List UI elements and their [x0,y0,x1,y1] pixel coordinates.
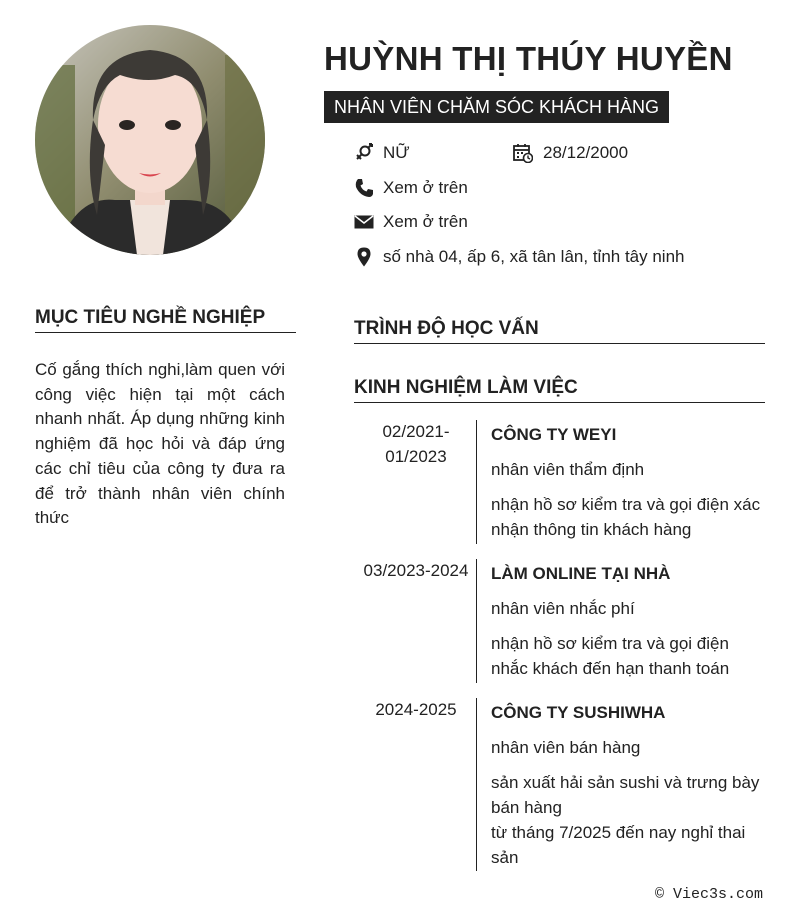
birthdate-row [513,143,628,163]
experience-date-start: 2024-2025 [375,700,457,719]
email-row [354,212,468,232]
timeline-divider [476,559,477,683]
experience-description: từ tháng 7/2025 đến nay nghỉ thai sản [491,823,746,867]
experience-item [491,700,766,870]
gender-value: NỮ [383,143,410,162]
gender-row [354,143,410,163]
envelope-icon [354,212,374,232]
experience-date [366,419,466,469]
experience-position: nhân viên bán hàng [491,738,641,757]
job-title-badge: NHÂN VIÊN CHĂM SÓC KHÁCH HÀNG [324,91,669,123]
calendar-icon [513,143,533,163]
experience-description: nhận hồ sơ kiểm tra và gọi điện xác nhận thông tin khách hàng [491,495,761,539]
experience-date [366,697,466,722]
experience-item [491,422,766,542]
experience-position: nhân viên nhắc phí [491,599,635,618]
profile-photo [35,25,265,255]
address-value: số nhà 04, ấp 6, xã tân lân, tỉnh tây ninh [383,247,685,266]
phone-value: Xem ở trên [383,178,468,197]
footer-watermark: © Viec3s.com [654,886,763,903]
experience-date-start: 03/2023-2024 [363,561,469,580]
timeline-divider [476,420,477,544]
experience-date [356,558,476,583]
phone-row [354,178,468,198]
experience-company: LÀM ONLINE TẠI NHÀ [491,564,671,583]
birthdate-value: 28/12/2000 [543,143,629,162]
experience-description: sản xuất hải sản sushi và trưng bày bán hàng [491,773,760,817]
timeline-divider [476,698,477,871]
education-section-title: TRÌNH ĐỘ HỌC VẤN [354,318,765,344]
experience-company: CÔNG TY WEYI [491,425,617,444]
gender-icon [354,143,374,163]
experience-description: nhận hồ sơ kiểm tra và gọi điện nhắc khách đến hạn thanh toán [491,634,730,678]
map-marker-icon [354,247,374,267]
candidate-name: HUỲNH THỊ THÚY HUYỀN [324,40,733,77]
experience-date-end: 01/2023 [385,447,447,466]
objective-text: Cố gắng thích nghi,làm quen với công việc hiện tại một cách nhanh nhất. Áp dụng những kinh nghiệm đã học hỏi và đáp ứng các chỉ tiêu của công ty đưa ra để trở thành nhân viên chính thức [35,360,285,528]
experience-item [491,561,741,681]
experience-position: nhân viên thẩm định [491,460,645,479]
experience-section-title: KINH NGHIỆM LÀM VIỆC [354,377,765,403]
phone-icon [354,178,374,198]
email-value: Xem ở trên [383,212,468,231]
address-row [354,247,685,267]
objective-section-title: MỤC TIÊU NGHỀ NGHIỆP [35,307,296,333]
experience-date-start: 02/2021- [382,422,450,441]
experience-company: CÔNG TY SUSHIWHA [491,703,666,722]
